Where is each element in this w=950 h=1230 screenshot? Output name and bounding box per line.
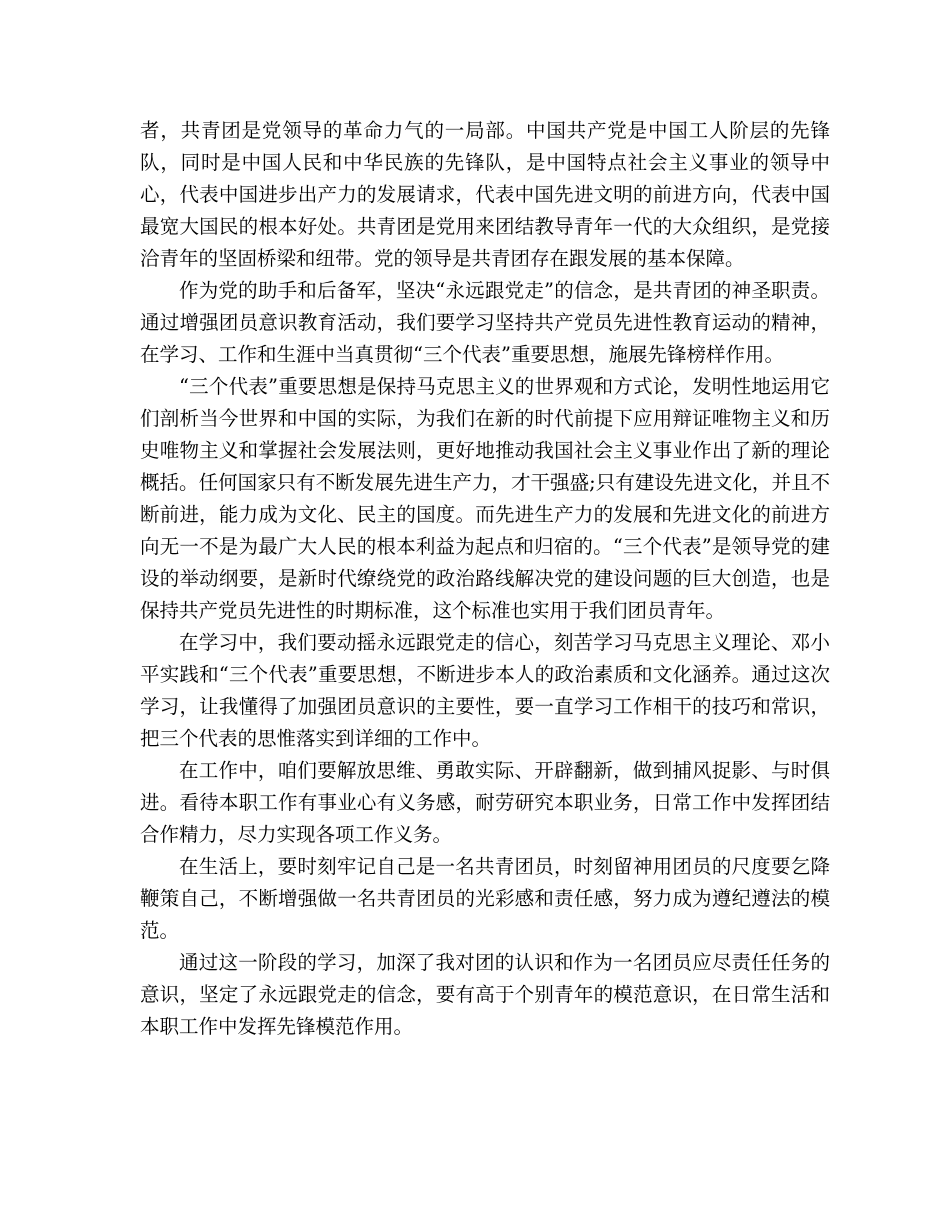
paragraph-4: 在学习中，我们要动摇永远跟党走的信心，刻苦学习马克思主义理论、邓小平实践和“三个代表”重要思想，不断进步本人的政治素质和文化涵养。通过这次学习，让我懂得了加强团员意识的主要性，要一直学习工作相干的技巧和常识，把三个代表的思惟落实到详细的工作中。 [140,631,830,750]
paragraph-1: 者，共青团是党领导的革命力气的一局部。中国共产党是中国工人阶层的先锋队，同时是中国人民和中华民族的先锋队，是中国特点社会主义事业的领导中心，代表中国进步出产力的发展请求，代表中国先进文明的前进方向，代表中国最宽大国民的根本好处。共青团是党用来团结教导青年一代的大众组织，是党接洽青年的坚固桥梁和纽带。党的领导是共青团存在跟发展的基本保障。 [140,119,830,270]
document-body [140,115,830,1043]
paragraph-3: “三个代表”重要思想是保持马克思主义的世界观和方式论，发明性地运用它们剖析当今世界和中国的实际，为我们在新的时代前提下应用辩证唯物主义和历史唯物主义和掌握社会发展法则，更好地推动我国社会主义事业作出了新的理论概括。任何国家只有不断发展先进生产力，才干强盛;只有建设先进文化，并且不断前进，能力成为文化、民主的国度。而先进生产力的发展和先进文化的前进方向无一不是为最广大人民的根本利益为起点和归宿的。“三个代表”是领导党的建设的举动纲要，是新时代缭绕党的政治路线解决党的建设问题的巨大创造，也是保持共产党员先进性的时期标准，这个标准也实用于我们团员青年。 [140,375,830,622]
paragraph-7: 通过这一阶段的学习，加深了我对团的认识和作为一名团员应尽责任任务的意识，坚定了永远跟党走的信念，要有高于个别青年的模范意识，在日常生活和本职工作中发挥先锋模范作用。 [140,951,830,1038]
paragraph-2: 作为党的助手和后备军，坚决“永远跟党走”的信念，是共青团的神圣职责。通过增强团员意识教育活动，我们要学习坚持共产党员先进性教育运动的精神，在学习、工作和生涯中当真贯彻“三个代表”重要思想，施展先锋榜样作用。 [140,279,830,366]
paragraph-6: 在生活上，要时刻牢记自己是一名共青团员，时刻留神用团员的尺度要乞降鞭策自己，不断增强做一名共青团员的光彩感和责任感，努力成为遵纪遵法的模范。 [140,855,830,942]
paragraph-5: 在工作中，咱们要解放思维、勇敢实际、开辟翻新，做到捕风捉影、与时俱进。看待本职工作有事业心有义务感，耐劳研究本职业务，日常工作中发挥团结合作精力，尽力实现各项工作义务。 [140,759,830,846]
